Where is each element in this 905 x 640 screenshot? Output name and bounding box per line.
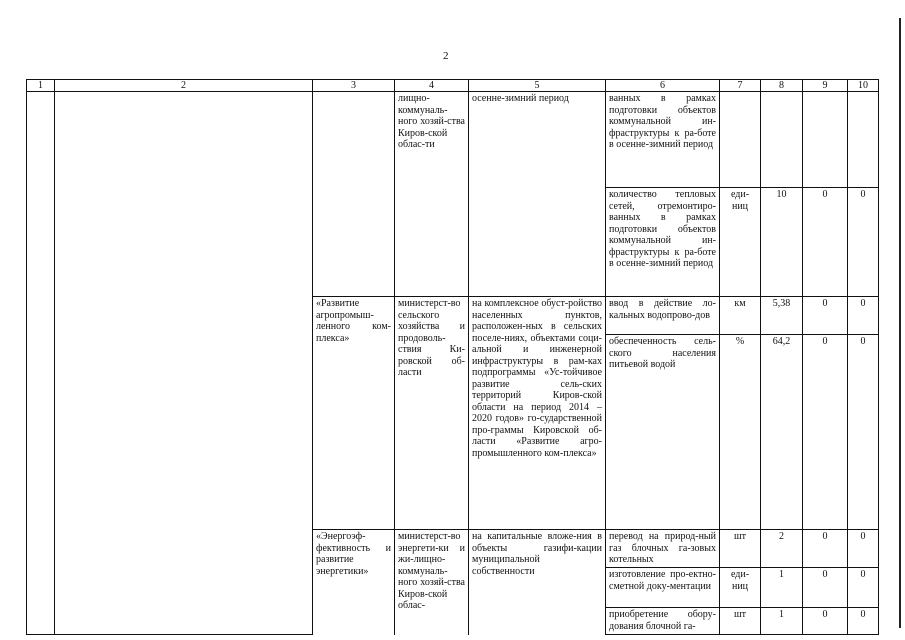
cell-program (313, 92, 395, 297)
cell-value: 1 (761, 608, 803, 635)
header-cell: 2 (55, 80, 313, 92)
cell-value: 0 (848, 568, 879, 608)
cell-value: 0 (803, 297, 848, 335)
cell-unit: км (720, 297, 761, 335)
cell-value: 0 (848, 335, 879, 530)
cell-indicator: приобретение обору-дования блочной га- (606, 608, 720, 635)
cell-value: 64,2 (761, 335, 803, 530)
cell-value (761, 92, 803, 188)
header-cell: 1 (27, 80, 55, 92)
cell-col2 (55, 92, 313, 635)
cell-unit: еди-ниц (720, 188, 761, 297)
header-row (27, 80, 879, 92)
cell-unit: еди-ниц (720, 568, 761, 608)
cell-unit: шт (720, 530, 761, 568)
header-cell: 10 (848, 80, 879, 92)
cell-executor: лищно-коммуналь-ного хозяй-ства Киров-ской облас-ти (395, 92, 469, 297)
table-row (27, 92, 879, 188)
cell-value: 0 (848, 188, 879, 297)
cell-purpose: осенне-зимний период (469, 92, 606, 297)
cell-value (848, 92, 879, 188)
cell-unit (720, 92, 761, 188)
cell-indicator: ввод в действие ло-кальных водопрово-дов (606, 297, 720, 335)
cell-value: 1 (761, 568, 803, 608)
cell-value: 0 (803, 188, 848, 297)
header-cell: 4 (395, 80, 469, 92)
page-edge-line (899, 18, 901, 628)
cell-value: 10 (761, 188, 803, 297)
cell-purpose: на капитальные вложе-ния в объекты газифи-кации муниципальной собственности (469, 530, 606, 635)
cell-value: 0 (848, 530, 879, 568)
cell-executor: министерст-во энергети-ки и жи-лищно-коммуналь-ного хозяй-ства Киров-ской облас- (395, 530, 469, 635)
cell-value: 0 (803, 568, 848, 608)
cell-value (803, 92, 848, 188)
cell-program: «Энергоэф-фективность и развитие энергетики» (313, 530, 395, 635)
header-cell: 6 (606, 80, 720, 92)
cell-unit: % (720, 335, 761, 530)
cell-indicator: изготовление про-ектно-сметной доку-ментации (606, 568, 720, 608)
cell-purpose: на комплексное обуст-ройство населенных пунктов, расположен-ных в сельских поселе-ниях, объектами соци-альной и инженерной инфраструктуры в рам-ках подпрограммы «Ус-тойчивое развитие сель-ских территорий Киров-ской области на период 2014 – 2020 годов» го-сударственной про-граммы Кировской об-ласти «Развитие агро-промышленного ком-плекса» (469, 297, 606, 530)
cell-program: «Развитие агропромыш-ленного ком-плекса» (313, 297, 395, 530)
cell-value: 0 (848, 608, 879, 635)
header-cell: 9 (803, 80, 848, 92)
header-cell: 3 (313, 80, 395, 92)
page-number: 2 (443, 50, 449, 62)
cell-value: 0 (803, 530, 848, 568)
cell-value: 0 (803, 608, 848, 635)
cell-indicator: обеспеченность сель-ского населения питьевой водой (606, 335, 720, 530)
cell-value: 0 (848, 297, 879, 335)
indicators-table (26, 79, 879, 635)
cell-unit: шт (720, 608, 761, 635)
cell-indicator: перевод на природ-ный газ блочных га-зовых котельных (606, 530, 720, 568)
header-cell: 8 (761, 80, 803, 92)
cell-value: 0 (803, 335, 848, 530)
header-cell: 5 (469, 80, 606, 92)
cell-col1 (27, 92, 55, 635)
cell-indicator: ванных в рамках подготовки объектов коммунальной ин-фраструктуры к ра-боте в осенне-зимний период (606, 92, 720, 188)
cell-indicator: количество тепловых сетей, отремонтиро-ванных в рамках подготовки объектов коммунальной ин-фраструктуры к ра-боте в осенне-зимний период (606, 188, 720, 297)
header-cell: 7 (720, 80, 761, 92)
cell-value: 5,38 (761, 297, 803, 335)
cell-value: 2 (761, 530, 803, 568)
cell-executor: министерст-во сельского хозяйства и продоволь-ствия Ки-ровской об-ласти (395, 297, 469, 530)
